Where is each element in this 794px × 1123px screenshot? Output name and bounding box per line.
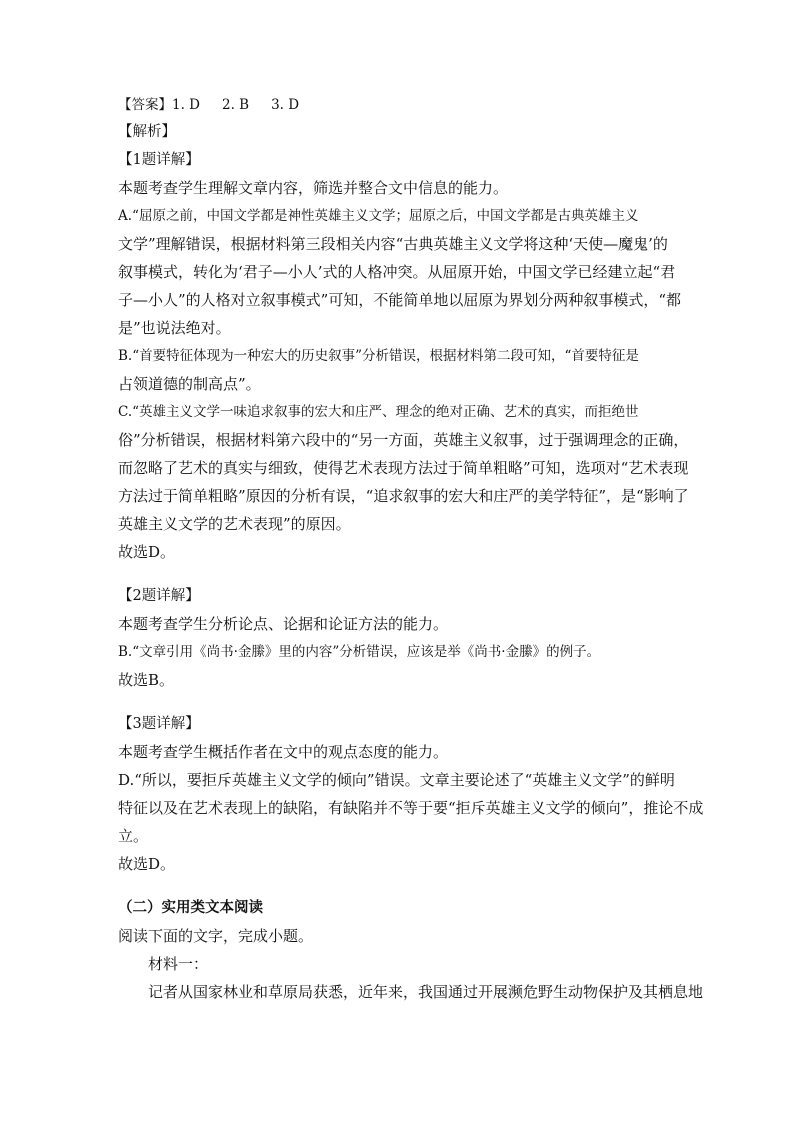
answer-item-2: 2. B [222,97,250,113]
q1-conclusion: 故选D。 [118,543,176,561]
answer-label: 【答案】 [118,97,172,113]
q1-line: 方法过于简单粗略”原因的分析有误，“追求叙事的宏大和庄严的美学特征”，是“影响了 [118,487,689,505]
q2-title: 【2题详解】 [118,588,200,604]
q3-line: 立。 [118,827,149,845]
q1-line: B.“首要特征体现为一种宏大的历史叙事”分析错误，根据材料第二段可知，“首要特征是 [118,348,639,364]
q2-line: B.“文章引用《尚书·金縢》里的内容”分析错误，应该是举《尚书·金縢》的例子。 [118,644,601,660]
q1-line: 而忽略了艺术的真实与细致，使得艺术表现方法过于简单粗略”可知，选项对“艺术表现 [118,459,689,477]
material-label: 材料一： [148,955,209,973]
answer-item-1: 1. D [172,97,200,113]
q1-line: 是”也说法绝对。 [118,319,231,337]
q1-line: A.“屈原之前，中国文学都是神性英雄主义文学；屈原之后，中国文学都是古典英雄主义 [118,208,639,224]
document-page [118,92,704,1006]
q1-title: 【1题详解】 [118,152,200,168]
q2-intro: 本题考查学生分析论点、论据和论证方法的能力。 [118,615,449,633]
q1-body [118,202,689,538]
q1-line: 俗”分析错误，根据材料第六段中的“另一方面，英雄主义叙事，过于强调理念的正确， [118,431,689,449]
answer-item-3: 3. D [271,97,300,113]
q1-line: C.“英雄主义文学一味追求叙事的宏大和庄严、理念的绝对正确、艺术的真实，而拒绝世 [118,404,639,420]
q1-line: 子—小人”的人格对立叙事模式”可知，不能简单地以屈原为界划分两种叙事模式，“都 [118,291,682,309]
analysis-label: 【解析】 [118,124,176,140]
q1-line: 文学”理解错误，根据材料第三段相关内容“古典英雄主义文学将这种‘天使—魔鬼’的 [118,235,668,253]
q3-line: D.“所以，要拒斥英雄主义文学的倾向”错误。文章主要论述了“英雄主义文学”的鲜明 [118,771,675,789]
section-title: （二）实用类文本阅读 [118,899,263,916]
q1-line: 英雄主义文学的艺术表现”的原因。 [118,515,351,533]
answer-line [118,92,678,118]
material-first-line: 记者从国家林业和草原局获悉，近年来，我国通过开展濒危野生动物保护及其栖息地 [148,983,704,1001]
q1-line: 叙事模式，转化为‘君子—小人’式的人格冲突。从屈原开始，中国文学已经建立起“君 [118,263,676,281]
q3-title: 【3题详解】 [118,716,200,732]
q1-intro: 本题考查学生理解文章内容，筛选并整合文中信息的能力。 [118,179,509,197]
q3-conclusion: 故选D。 [118,855,176,873]
section-instruction: 阅读下面的文字，完成小题。 [118,927,314,945]
q1-line: 占领道德的制高点”。 [118,375,261,393]
q3-intro: 本题考查学生概括作者在文中的观点态度的能力。 [118,743,449,761]
q3-line: 特征以及在艺术表现上的缺陷，有缺陷并不等于要“拒斥英雄主义文学的倾向”，推论不成 [118,799,704,817]
q2-conclusion: 故选B。 [118,671,175,689]
